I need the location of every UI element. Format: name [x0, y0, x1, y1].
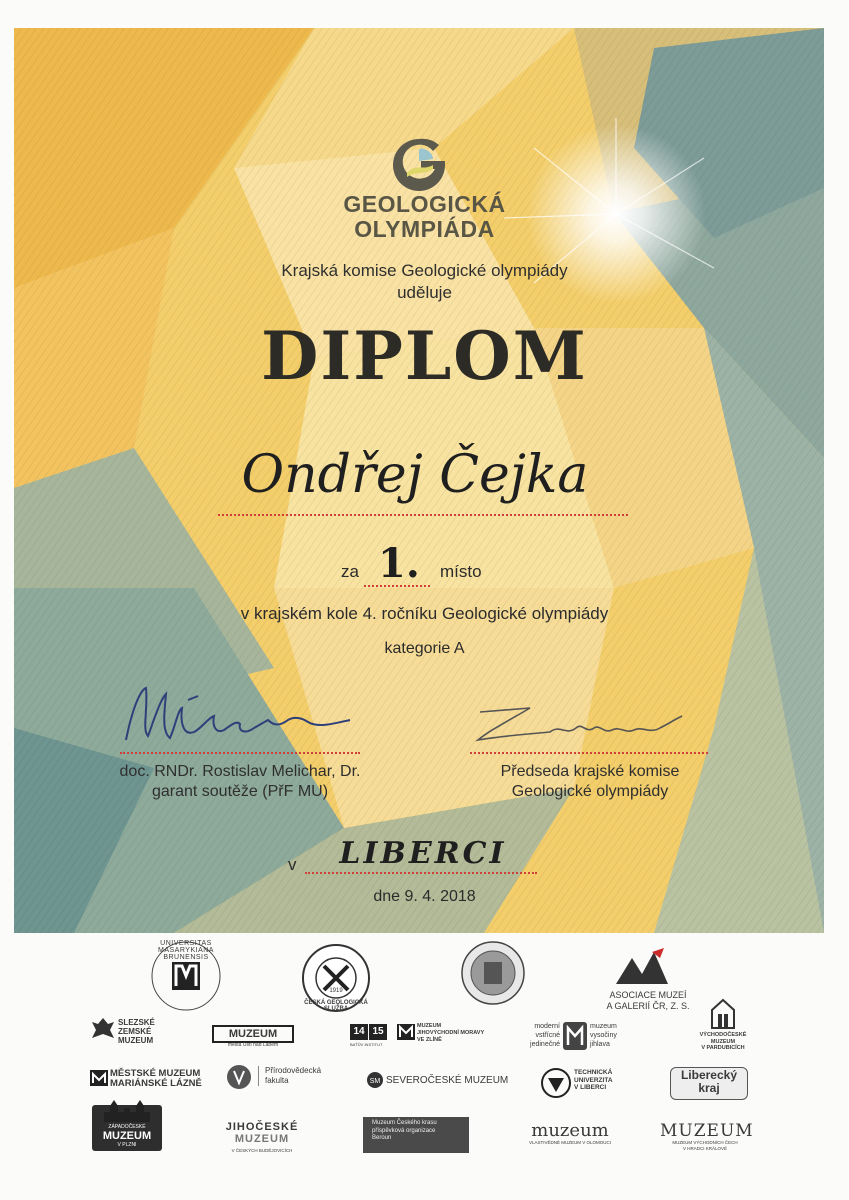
szm-line-3: MUZEUM — [118, 1036, 154, 1045]
prf-line-2: fakulta — [265, 1076, 289, 1085]
bi-15-logo: 15 — [369, 1024, 387, 1040]
vcm-line-2: MUZEUM — [710, 1038, 736, 1045]
zcm-castle-icon — [100, 1100, 154, 1124]
mck-line-1: Muzeum Českého krasu — [372, 1120, 437, 1126]
mvc-line-1: MUZEUM — [660, 1121, 754, 1141]
geologicka-olympiada-logo-icon — [389, 135, 449, 195]
signature-right-title-2: Geologické olympiády — [511, 783, 669, 800]
mjm-line-1: MUZEUM — [417, 1023, 442, 1029]
vcm-text — [690, 1032, 756, 1052]
vysocina-left-text — [520, 1022, 560, 1049]
mvc-text — [660, 1121, 754, 1151]
mck-line-2: příspěvková organizace — [372, 1127, 436, 1134]
logo-line-2: OLYMPIÁDA — [354, 216, 495, 242]
sm-text: SEVEROČESKÉ MUZEUM — [386, 1075, 509, 1086]
place-underline — [305, 872, 537, 874]
vys-right-1: muzeum — [590, 1023, 617, 1030]
cgs-year: 1919 — [329, 988, 343, 994]
szm-line-1: SLEZSKÉ — [118, 1018, 155, 1027]
zcm-text — [92, 1124, 162, 1148]
tul-text — [574, 1069, 613, 1092]
mml-line-2: MARIÁNSKÉ LÁZNĚ — [110, 1078, 202, 1089]
bi-sub: BAŤŮV INSTITUT — [350, 1042, 383, 1047]
place-prefix: v — [288, 855, 297, 874]
vcm-line-3: V PARDUBICÍCH — [701, 1045, 745, 1051]
mvc-line-2: MUZEUM VÝCHODNÍCH ČECH — [672, 1140, 738, 1145]
jcm-line-1: JIHOČESKÉ — [225, 1121, 299, 1133]
mml-line-1: MĚSTSKÉ MUZEUM — [110, 1068, 201, 1079]
muni-seal-text: UNIVERSITAS MASARYKIANA BRUNENSIS — [158, 940, 214, 961]
lk-line-2: kraj — [698, 1081, 720, 1095]
lk-line-1: Liberecký — [680, 1068, 738, 1082]
placement-suffix: místo — [440, 562, 482, 581]
mjm-text — [417, 1023, 484, 1044]
vysocina-logo-icon — [563, 1022, 587, 1050]
vys-line-1: moderní — [534, 1023, 560, 1030]
cgs-seal-text: ČESKÁ GEOLOGICKÁ SLUŽBA — [304, 1000, 368, 1012]
round-text: v krajském kole 4. ročníku Geologické olympiády — [240, 604, 609, 623]
recipient-name: Ondřej Čejka — [241, 445, 589, 505]
tul-logo-icon — [541, 1068, 571, 1098]
muzeum-usti-sub: města Ústí nad Labem — [227, 1042, 279, 1048]
vcm-building-icon — [710, 998, 736, 1030]
zcm-line-3: V PLZNI — [117, 1142, 137, 1148]
tul-line-3: V LIBERCI — [574, 1084, 607, 1091]
vys-right-3: jihlava — [590, 1041, 610, 1048]
placement-prefix: za — [341, 562, 359, 581]
signature-left-caption — [110, 762, 370, 802]
university-seal-icon — [460, 940, 526, 1006]
place-city: LIBERCI — [339, 836, 507, 871]
mjm-line-2: JIHOVÝCHODNÍ MORAVY — [417, 1030, 485, 1036]
placement-number: 1. — [378, 540, 420, 587]
issuer — [0, 260, 849, 304]
bi-14-logo: 14 — [350, 1024, 368, 1040]
vys-line-2: vstřícné — [535, 1032, 560, 1039]
date-text: dne 9. 4. 2018 — [373, 888, 476, 905]
signature-left-role: garant soutěže (PřF MU) — [151, 783, 329, 800]
liberecky-kraj-logo — [670, 1067, 748, 1100]
sm-logo-icon — [367, 1072, 383, 1088]
signature-left-line — [120, 752, 360, 754]
vmo-line-1: muzeum — [531, 1120, 609, 1141]
prf-line-1: Přírodovědecká — [265, 1066, 322, 1075]
logo-text — [0, 192, 849, 242]
mjm-logo-icon — [397, 1024, 415, 1040]
mck-text — [372, 1120, 466, 1143]
svg-text:SM: SM — [369, 1078, 381, 1085]
vcm-line-1: VÝCHODOČESKÉ — [699, 1032, 747, 1038]
zcm-line-1: ZÁPADOČESKÉ — [108, 1124, 146, 1130]
amg-text — [598, 990, 698, 1012]
signature-right — [470, 700, 690, 752]
jcm-line-3: V ČESKÝCH BUDĚJOVICÍCH — [231, 1148, 293, 1153]
szm-eagle-icon — [90, 1016, 116, 1046]
amg-logo-icon — [612, 944, 672, 988]
mck-line-3: Beroun — [372, 1135, 392, 1141]
mjm-line-3: VE ZLÍNĚ — [417, 1037, 442, 1043]
szm-line-2: ZEMSKÉ — [118, 1027, 152, 1036]
signature-right-caption — [470, 762, 710, 802]
jcm-line-2: MUZEUM — [234, 1133, 290, 1145]
recipient-underline — [218, 514, 628, 516]
amg-line-2: A GALERIÍ ČR, Z. S. — [606, 1001, 690, 1011]
vys-line-3: jedinečné — [530, 1041, 560, 1048]
signature-left — [118, 680, 358, 752]
signature-left-name: doc. RNDr. Rostislav Melichar, Dr. — [119, 763, 361, 780]
mml-logo-icon — [90, 1070, 108, 1086]
category-text: kategorie A — [384, 640, 465, 657]
issuer-line-1: Krajská komise Geologické olympiády — [281, 261, 568, 280]
vys-right-2: vysočiny — [590, 1032, 617, 1039]
placement-underline — [364, 585, 430, 587]
amg-line-1: ASOCIACE MUZEÍ — [609, 990, 687, 1000]
vmo-text — [520, 1122, 620, 1145]
signature-right-title-1: Předseda krajské komise — [500, 763, 680, 780]
diploma-heading: DIPLOM — [261, 317, 588, 395]
vysocina-right-text — [590, 1022, 617, 1049]
szm-text — [118, 1018, 155, 1045]
prf-text — [258, 1066, 321, 1086]
prf-logo-icon — [226, 1064, 252, 1090]
logo-line-1: GEOLOGICKÁ — [343, 191, 506, 217]
jcm-text — [212, 1121, 312, 1157]
vmo-line-2: VLASTIVĚDNÉ MUZEUM V OLOMOUCI — [528, 1140, 611, 1145]
tul-line-1: TECHNICKÁ — [574, 1069, 613, 1076]
issuer-line-2: uděluje — [397, 283, 452, 302]
tul-line-2: UNIVERZITA — [574, 1076, 613, 1084]
mml-text — [110, 1069, 202, 1089]
muzeum-usti-logo: MUZEUM — [212, 1025, 294, 1043]
mvc-line-3: V HRADCI KRÁLOVÉ — [682, 1145, 727, 1151]
signature-right-line — [470, 752, 708, 754]
zcm-line-2: MUZEUM — [102, 1130, 152, 1142]
